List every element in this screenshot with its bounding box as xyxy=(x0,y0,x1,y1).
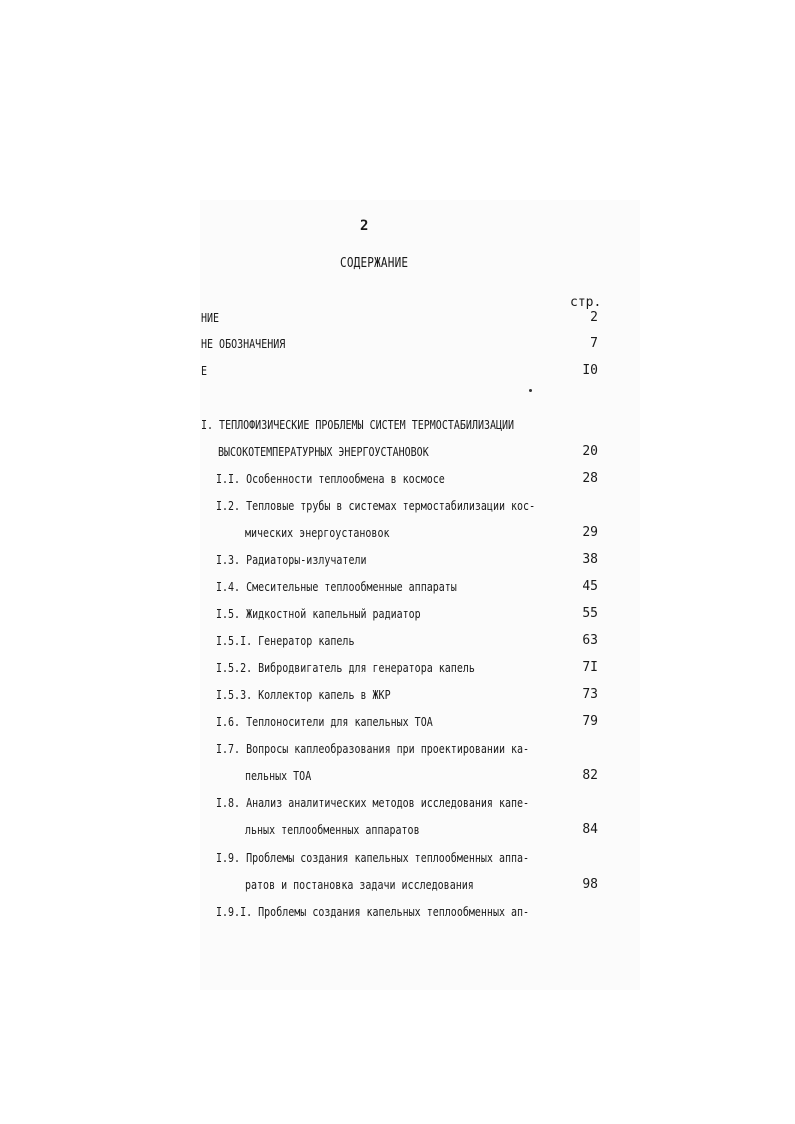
scan-speck xyxy=(529,389,532,392)
toc-page: 2 xyxy=(590,310,598,325)
toc-entry: мических энергоустановок xyxy=(245,525,390,540)
page-number: 2 xyxy=(360,218,369,234)
toc-page: 79 xyxy=(582,714,598,729)
toc-entry: I.7. Вопросы каплеобразования при проектировании ка- xyxy=(216,741,530,756)
contents-title: СОДЕРЖАНИЕ xyxy=(340,256,409,271)
toc-entry: I.5.I. Генератор капель xyxy=(216,633,355,648)
toc-entry: НИЕ xyxy=(201,310,220,325)
toc-page: 73 xyxy=(582,687,598,702)
toc-page: 63 xyxy=(582,633,598,648)
toc-entry: I.6. Теплоносители для капельных ТОА xyxy=(216,714,433,729)
toc-page: 55 xyxy=(582,606,598,621)
toc-entry: I.5. Жидкостной капельный радиатор xyxy=(216,606,421,621)
toc-page: 7I xyxy=(582,660,598,675)
page-column-header: стр. xyxy=(570,295,602,310)
toc-page: 29 xyxy=(582,525,598,540)
toc-entry: пельных ТОА xyxy=(245,768,312,783)
toc-page: 38 xyxy=(582,552,598,567)
toc-entry: льных теплообменных аппаратов xyxy=(245,822,420,837)
toc-entry: I.5.3. Коллектор капель в ЖКР xyxy=(216,687,391,702)
toc-entry: ратов и постановка задачи исследования xyxy=(245,877,474,892)
toc-page: I0 xyxy=(582,363,598,378)
toc-entry: НЕ ОБОЗНАЧЕНИЯ xyxy=(201,336,286,351)
toc-entry: I.5.2. Вибродвигатель для генератора капель xyxy=(216,660,475,675)
toc-page: 28 xyxy=(582,471,598,486)
toc-page: 98 xyxy=(582,877,598,892)
toc-entry: I.2. Тепловые трубы в системах термостабилизации кос- xyxy=(216,498,536,513)
toc-entry: ВЫСОКОТЕМПЕРАТУРНЫХ ЭНЕРГОУСТАНОВОК xyxy=(218,444,429,459)
toc-page: 82 xyxy=(582,768,598,783)
toc-page: 7 xyxy=(590,336,598,351)
toc-entry: I.8. Анализ аналитических методов исследования капе- xyxy=(216,795,530,810)
toc-entry: I.I. Особенности теплообмена в космосе xyxy=(216,471,445,486)
toc-page: 20 xyxy=(582,444,598,459)
toc-entry: Е xyxy=(201,363,208,378)
toc-entry: I.4. Смесительные теплообменные аппараты xyxy=(216,579,457,594)
toc-page: 45 xyxy=(582,579,598,594)
toc-entry: I.9.I. Проблемы создания капельных теплообменных ап- xyxy=(216,904,530,919)
toc-entry: I.9. Проблемы создания капельных теплообменных аппа- xyxy=(216,850,530,865)
toc-page: 84 xyxy=(582,822,598,837)
toc-entry: I. ТЕПЛОФИЗИЧЕСКИЕ ПРОБЛЕМЫ СИСТЕМ ТЕРМОСТАБИЛИЗАЦИИ xyxy=(201,417,515,432)
toc-entry: I.3. Радиаторы-излучатели xyxy=(216,552,367,567)
